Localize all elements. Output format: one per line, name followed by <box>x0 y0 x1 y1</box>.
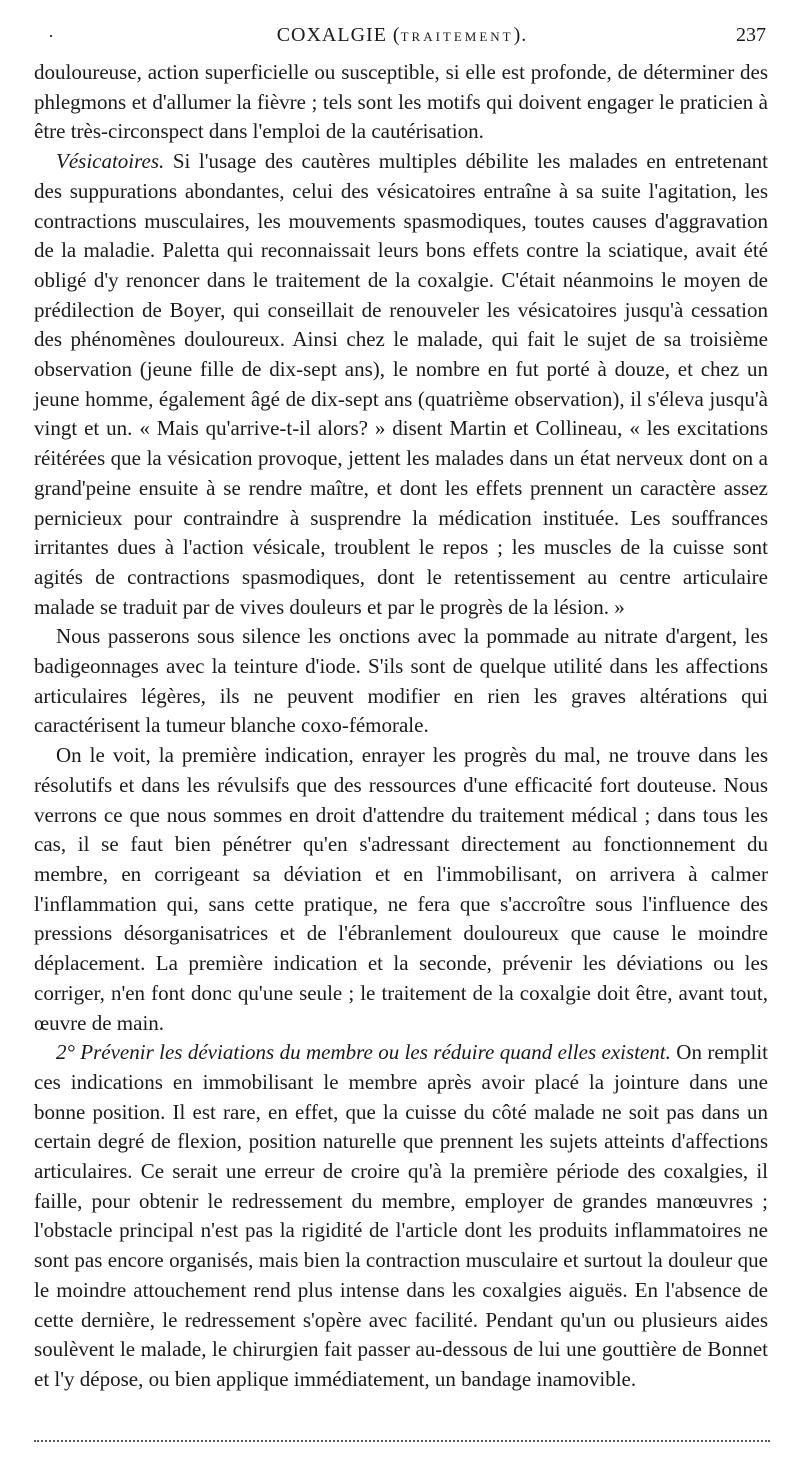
body-text <box>34 58 768 1395</box>
paragraph-text: On remplit ces indications en immobilisant le membre après avoir placé la jointure dans une bonne position. Il est rare, en effet, que la cuisse du côté malade ne soit pas dans un certain degré de flexion, position naturelle que prennent les sujets atteints d'affections articulaires. Ce serait une erreur de croire qu'à la première période des coxalgies, il faille, pour obtenir le redressement du membre, employer de grandes manœuvres ; l'obstacle principal n'est pas la rigidité de l'article dont les produits inflammatoires ne sont pas encore organisés, mais bien la contraction musculaire et surtout la douleur que le moindre attouchement rend plus intense dans les coxalgies aiguës. En l'absence de cette dernière, le redressement s'opère avec facilité. Pendant qu'un ou plusieurs aides soulèvent le malade, le chirurgien fait passer au-dessous de lui une gouttière de Bonnet et l'y dépose, ou bien applique immédiatement, un bandage inamovible. <box>34 1040 768 1391</box>
paragraph-text: Si l'usage des cautères multiples débilite les malades en entretenant des suppurations abondantes, celui des vésicatoires entraîne à sa suite l'agitation, les contractions musculaires, les mouvements spasmodiques, toutes causes d'aggravation de la maladie. Paletta qui reconnaissait leurs bons effets contre la sciatique, avait été obligé d'y renoncer dans le traitement de la coxalgie. C'était néanmoins le moyen de prédilection de Boyer, qui conseillait de renouveler les vésicatoires jusqu'à cessation des phénomènes douloureux. Ainsi chez le malade, qui fait le sujet de sa troisième observation (jeune fille de dix-sept ans), le nombre en fut porté à douze, et chez un jeune homme, également âgé de dix-sept ans (quatrième observation), il s'éleva jusqu'à vingt et un. « Mais qu'arrive-t-il alors? » disent Martin et Collineau, « les excitations réitérées que la vésication provoque, jettent les malades dans un état nerveux dont on a grand'peine ensuite à se rendre maître, et dont les effets prennent un caractère assez pernicieux pour contraindre à susprendre la médication instituée. Les souffrances irritantes dues à l'action vésicale, troublent le repos ; les muscles de la cuisse sont agités de contractions spasmodiques, dont le retentissement au centre articulaire malade se traduit par de vives douleurs et par le progrès de la lésion. » <box>34 149 768 619</box>
paragraph-lead-italic: Vésicatoires. <box>56 149 165 174</box>
paragraph <box>34 622 768 741</box>
running-header <box>34 24 770 58</box>
paragraph-vesicatoires <box>34 147 768 622</box>
running-title-section: TRAITEMENT <box>400 29 514 44</box>
header-mark: · <box>48 26 54 46</box>
running-title-main: COXALGIE ( <box>276 24 401 46</box>
paragraph-text: Nous passerons sous silence les onctions avec la pommade au nitrate d'argent, les badigeonnages avec la teinture d'iode. S'ils sont de quelque utilité dans les affections articulaires légères, ils ne peuvent modifier en rien les graves altérations qui caractérisent la tumeur blanche coxo-fémorale. <box>34 624 768 738</box>
paragraph-text: On le voit, la première indication, enrayer les progrès du mal, ne trouve dans les résolutifs et dans les révulsifs que des ressources d'une efficacité fort douteuse. Nous verrons ce que nous sommes en droit d'attendre du traitement médical ; dans tous les cas, il se faut bien pénétrer qu'en s'adressant directement au fonctionnement du membre, en corrigeant sa déviation et en l'immobilisant, on arrivera à calmer l'inflammation qui, sans cette pratique, ne fera que s'accroître sous l'influence des pressions désorganisatrices et de l'ébranlement douloureux que cause le moindre déplacement. La première indication et la seconde, prévenir les déviations ou les corriger, n'en font donc qu'une seule ; le traitement de la coxalgie doit être, avant tout, œuvre de main. <box>34 743 768 1035</box>
paragraph-text: douloureuse, action superficielle ou susceptible, si elle est profonde, de déterminer des phlegmons et d'allumer la fièvre ; tels sont les motifs qui doivent engager le praticien à être très-circonspect dans l'emploi de la cautérisation. <box>34 60 768 144</box>
running-title-end: ). <box>513 24 528 46</box>
paragraph <box>34 741 768 1038</box>
running-title <box>34 24 770 47</box>
bottom-dotted-rule <box>34 1440 770 1444</box>
page-number: 237 <box>736 24 766 46</box>
section-heading-italic: 2° Prévenir les déviations du membre ou les réduire quand elles existent. <box>56 1040 671 1065</box>
paragraph <box>34 58 768 147</box>
paragraph-section-2 <box>34 1038 768 1394</box>
